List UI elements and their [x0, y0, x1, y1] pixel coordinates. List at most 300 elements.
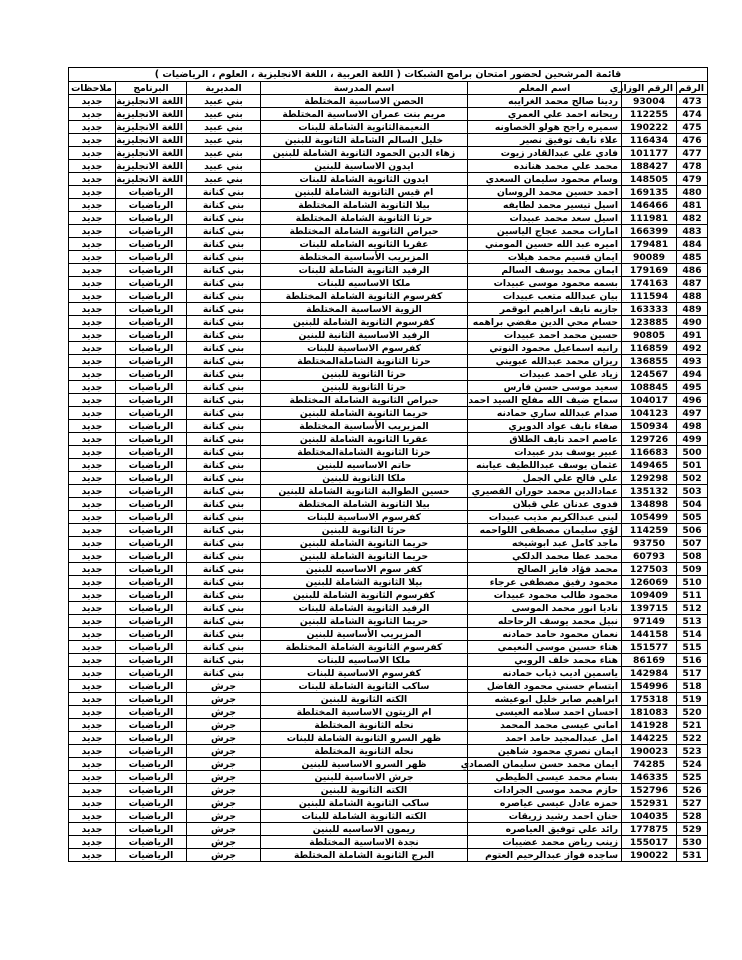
cell-school-name: حاتم الاساسيه للبنين	[261, 459, 468, 472]
cell-school-name: ام قيس الثانوية الشاملة للبنين	[261, 186, 468, 199]
cell-ministry-id: 126069	[622, 576, 677, 589]
cell-notes: جديد	[69, 719, 116, 732]
cell-ministry-id: 127503	[622, 563, 677, 576]
cell-directorate: جرش	[187, 784, 261, 797]
cell-school-name: الرفيد الاساسية الثانية للبنين	[261, 329, 468, 342]
cell-seq: 524	[677, 758, 708, 771]
table-row	[69, 264, 708, 277]
cell-school-name: كفرسوم الاساسية للبنات	[261, 511, 468, 524]
table-row	[69, 576, 708, 589]
table-row	[69, 459, 708, 472]
cell-directorate: جرش	[187, 732, 261, 745]
cell-school-name: جرش الاساسية للبنين	[261, 771, 468, 784]
cell-directorate: جرش	[187, 693, 261, 706]
cell-school-name: كفرسوم الثانوية الشاملة للبنين	[261, 589, 468, 602]
cell-ministry-id: 135132	[622, 485, 677, 498]
cell-seq: 495	[677, 381, 708, 394]
cell-seq: 502	[677, 472, 708, 485]
cell-school-name: نجدة الاساسية المختلطة	[261, 836, 468, 849]
header-program: البرنامج	[116, 82, 187, 95]
cell-seq: 485	[677, 251, 708, 264]
cell-program: الرياضيات	[116, 407, 187, 420]
table-row	[69, 212, 708, 225]
cell-ministry-id: 154996	[622, 680, 677, 693]
cell-ministry-id: 116859	[622, 342, 677, 355]
cell-program: الرياضيات	[116, 472, 187, 485]
cell-teacher-name: نبيل محمد يوسف الرحاحله	[468, 615, 622, 628]
header-seq: الرقم	[677, 82, 708, 95]
cell-teacher-name: اماني عيسى محمد المحمد	[468, 719, 622, 732]
table-row	[69, 745, 708, 758]
cell-program: اللغة الانجليزية	[116, 147, 187, 160]
cell-teacher-name: بسام محمد عيسى الطيطي	[468, 771, 622, 784]
table-row	[69, 511, 708, 524]
cell-program: الرياضيات	[116, 381, 187, 394]
cell-seq: 512	[677, 602, 708, 615]
cell-teacher-name: فادي علي عبدالقادر زيوت	[468, 147, 622, 160]
cell-teacher-name: عاصم احمد نايف الطلاق	[468, 433, 622, 446]
cell-school-name: مريم بنت عمران الاساسية المختلطة	[261, 108, 468, 121]
cell-directorate: بني كنانة	[187, 342, 261, 355]
cell-program: الرياضيات	[116, 238, 187, 251]
table-row	[69, 368, 708, 381]
cell-ministry-id: 188427	[622, 160, 677, 173]
cell-ministry-id: 60793	[622, 550, 677, 563]
cell-program: الرياضيات	[116, 654, 187, 667]
cell-ministry-id: 129726	[622, 433, 677, 446]
cell-seq: 504	[677, 498, 708, 511]
cell-directorate: بني كنانة	[187, 407, 261, 420]
table-row	[69, 836, 708, 849]
cell-notes: جديد	[69, 693, 116, 706]
table-row	[69, 654, 708, 667]
cell-notes: جديد	[69, 823, 116, 836]
cell-ministry-id: 149465	[622, 459, 677, 472]
cell-directorate: جرش	[187, 771, 261, 784]
cell-directorate: بني كنانة	[187, 459, 261, 472]
cell-program: الرياضيات	[116, 732, 187, 745]
cell-ministry-id: 116683	[622, 446, 677, 459]
table-row	[69, 550, 708, 563]
cell-ministry-id: 181083	[622, 706, 677, 719]
cell-seq: 527	[677, 797, 708, 810]
cell-seq: 528	[677, 810, 708, 823]
table-row	[69, 719, 708, 732]
table-row	[69, 706, 708, 719]
cell-seq: 497	[677, 407, 708, 420]
cell-program: الرياضيات	[116, 628, 187, 641]
table-row	[69, 446, 708, 459]
cell-school-name: الكته الثانوية الشاملة للبنات	[261, 810, 468, 823]
cell-seq: 487	[677, 277, 708, 290]
cell-program: الرياضيات	[116, 550, 187, 563]
cell-ministry-id: 90805	[622, 329, 677, 342]
cell-teacher-name: نعمان محمود حامد حمادنه	[468, 628, 622, 641]
cell-ministry-id: 124567	[622, 368, 677, 381]
cell-directorate: بني كنانة	[187, 303, 261, 316]
table-row	[69, 732, 708, 745]
cell-notes: جديد	[69, 446, 116, 459]
cell-school-name: حبراص الثانوية الشاملة المختلطة	[261, 394, 468, 407]
cell-school-name: خليل السالم الشاملة الثانوية للبنين	[261, 134, 468, 147]
cell-program: الرياضيات	[116, 667, 187, 680]
table-row	[69, 225, 708, 238]
cell-ministry-id: 123885	[622, 316, 677, 329]
cell-ministry-id: 152796	[622, 784, 677, 797]
cell-teacher-name: حسام محي الدين مفضي براهمه	[468, 316, 622, 329]
cell-notes: جديد	[69, 485, 116, 498]
cell-program: الرياضيات	[116, 511, 187, 524]
cell-teacher-name: احمد حسين محمد الروسان	[468, 186, 622, 199]
cell-school-name: ظهر السرو الاساسية للبنين	[261, 758, 468, 771]
cell-teacher-name: محمد علي محمد هنانده	[468, 160, 622, 173]
cell-school-name: الزوية الاساسية المختلطة	[261, 303, 468, 316]
cell-school-name: ملكا الثانوية للبنين	[261, 472, 468, 485]
cell-school-name: حرثا الثانوية الشاملةالمختلطة	[261, 355, 468, 368]
cell-directorate: بني كنانة	[187, 563, 261, 576]
cell-school-name: ايدون الثانوية الشاملة للبنات	[261, 173, 468, 186]
cell-notes: جديد	[69, 459, 116, 472]
cell-school-name: عقربا الثانوية الشاملة للبنين	[261, 433, 468, 446]
cell-ministry-id: 134898	[622, 498, 677, 511]
cell-teacher-name: ماجد كامل عبد ابوشيخه	[468, 537, 622, 550]
cell-teacher-name: امل عبدالمجيد حامد احمد	[468, 732, 622, 745]
cell-teacher-name: ريزان محمد عبدالله عبويني	[468, 355, 622, 368]
table-row	[69, 758, 708, 771]
cell-teacher-name: ردينا صالح محمد الغرايبه	[468, 95, 622, 108]
cell-school-name: حرثا الثانوية للبنين	[261, 524, 468, 537]
cell-notes: جديد	[69, 472, 116, 485]
cell-teacher-name: ايمان نصري محمود شاهين	[468, 745, 622, 758]
cell-program: الرياضيات	[116, 836, 187, 849]
cell-program: اللغة الانجليزية	[116, 95, 187, 108]
cell-program: الرياضيات	[116, 680, 187, 693]
table-row	[69, 342, 708, 355]
cell-directorate: بني عبيد	[187, 108, 261, 121]
cell-program: الرياضيات	[116, 498, 187, 511]
cell-directorate: بني كنانة	[187, 381, 261, 394]
cell-program: الرياضيات	[116, 264, 187, 277]
table-row	[69, 823, 708, 836]
cell-seq: 521	[677, 719, 708, 732]
cell-ministry-id: 129298	[622, 472, 677, 485]
table-title: قائمة المرشحين لحضور امتحان برامج الشبكات ( اللغة العربية ، اللغة الانجليزية ، العلوم ، الرياضيات )	[68, 67, 708, 81]
cell-notes: جديد	[69, 498, 116, 511]
cell-seq: 484	[677, 238, 708, 251]
table-row	[69, 381, 708, 394]
cell-seq: 501	[677, 459, 708, 472]
cell-directorate: جرش	[187, 797, 261, 810]
cell-seq: 517	[677, 667, 708, 680]
cell-school-name: ايدون الاساسية للبنين	[261, 160, 468, 173]
cell-notes: جديد	[69, 576, 116, 589]
cell-school-name: الكته الثانوية للبنين	[261, 693, 468, 706]
cell-directorate: بني كنانة	[187, 524, 261, 537]
cell-notes: جديد	[69, 771, 116, 784]
cell-directorate: بني كنانة	[187, 199, 261, 212]
cell-teacher-name: اسيل سعد محمد عبيدات	[468, 212, 622, 225]
cell-ministry-id: 190222	[622, 121, 677, 134]
cell-program: الرياضيات	[116, 199, 187, 212]
cell-directorate: بني كنانة	[187, 472, 261, 485]
cell-teacher-name: ايمان محمد حسن سليمان الصمادي	[468, 758, 622, 771]
cell-ministry-id: 144225	[622, 732, 677, 745]
cell-seq: 496	[677, 394, 708, 407]
cell-seq: 477	[677, 147, 708, 160]
cell-seq: 474	[677, 108, 708, 121]
cell-seq: 482	[677, 212, 708, 225]
table-row	[69, 329, 708, 342]
cell-teacher-name: بيان عبدالله متعب عبيدات	[468, 290, 622, 303]
cell-school-name: المزيريب الأساسية للبنين	[261, 628, 468, 641]
cell-ministry-id: 166399	[622, 225, 677, 238]
table-row	[69, 251, 708, 264]
cell-notes: جديد	[69, 784, 116, 797]
cell-school-name: حريما الثانوية الشاملة للبنين	[261, 550, 468, 563]
cell-ministry-id: 90089	[622, 251, 677, 264]
cell-ministry-id: 151577	[622, 641, 677, 654]
cell-school-name: حرثا الثانوية الشاملةالمختلطة	[261, 446, 468, 459]
cell-directorate: جرش	[187, 849, 261, 862]
table-row	[69, 108, 708, 121]
cell-seq: 506	[677, 524, 708, 537]
cell-seq: 510	[677, 576, 708, 589]
cell-ministry-id: 174163	[622, 277, 677, 290]
cell-teacher-name: بسمه محمود موسى عبيدات	[468, 277, 622, 290]
cell-ministry-id: 179169	[622, 264, 677, 277]
table-row	[69, 277, 708, 290]
cell-teacher-name: حسين محمد احمد عبيدات	[468, 329, 622, 342]
cell-program: الرياضيات	[116, 797, 187, 810]
cell-seq: 513	[677, 615, 708, 628]
cell-program: الرياضيات	[116, 823, 187, 836]
cell-directorate: جرش	[187, 719, 261, 732]
table-row	[69, 589, 708, 602]
cell-directorate: بني كنانة	[187, 355, 261, 368]
cell-notes: جديد	[69, 758, 116, 771]
cell-program: اللغة الانجليزية	[116, 108, 187, 121]
cell-program: الرياضيات	[116, 745, 187, 758]
cell-school-name: ظهر السرو الثانوية الشاملة للبنات	[261, 732, 468, 745]
cell-teacher-name: ريحانه احمد علي العمري	[468, 108, 622, 121]
cell-teacher-name: سميره راجح هولو الخصاونه	[468, 121, 622, 134]
cell-school-name: حرثا الثانوية للبنين	[261, 368, 468, 381]
cell-school-name: حريما الثانوية الشاملة للبنين	[261, 407, 468, 420]
cell-notes: جديد	[69, 381, 116, 394]
cell-seq: 511	[677, 589, 708, 602]
cell-program: الرياضيات	[116, 537, 187, 550]
cell-seq: 481	[677, 199, 708, 212]
table-row	[69, 797, 708, 810]
cell-teacher-name: صدام عبدالله ساري حمادنه	[468, 407, 622, 420]
cell-seq: 520	[677, 706, 708, 719]
cell-teacher-name: احسان احمد سلامه العيسى	[468, 706, 622, 719]
cell-directorate: بني كنانة	[187, 446, 261, 459]
cell-school-name: نحله الثانوية المختلطة	[261, 745, 468, 758]
header-row	[69, 82, 708, 95]
cell-ministry-id: 146335	[622, 771, 677, 784]
cell-seq: 505	[677, 511, 708, 524]
cell-teacher-name: عثمان يوسف عبداللطيف عيابنه	[468, 459, 622, 472]
cell-school-name: حريما الثانوية الشاملة للبنين	[261, 615, 468, 628]
cell-directorate: بني كنانة	[187, 628, 261, 641]
cell-notes: جديد	[69, 420, 116, 433]
table-row	[69, 303, 708, 316]
cell-seq: 508	[677, 550, 708, 563]
cell-seq: 526	[677, 784, 708, 797]
cell-directorate: بني عبيد	[187, 95, 261, 108]
cell-directorate: بني كنانة	[187, 251, 261, 264]
cell-seq: 509	[677, 563, 708, 576]
cell-teacher-name: سعيد موسى حسن فارس	[468, 381, 622, 394]
cell-ministry-id: 108845	[622, 381, 677, 394]
cell-teacher-name: علي فالح علي الجمل	[468, 472, 622, 485]
header-directorate: المديرية	[187, 82, 261, 95]
cell-teacher-name: محمود رفيق مصطفى عرجاء	[468, 576, 622, 589]
cell-ministry-id: 144158	[622, 628, 677, 641]
cell-teacher-name: علاء نايف توفيق نصير	[468, 134, 622, 147]
cell-ministry-id: 163333	[622, 303, 677, 316]
cell-seq: 519	[677, 693, 708, 706]
cell-ministry-id: 190022	[622, 849, 677, 862]
cell-notes: جديد	[69, 173, 116, 186]
cell-teacher-name: جازيه نايف ابراهيم ابوقمر	[468, 303, 622, 316]
cell-directorate: بني كنانة	[187, 186, 261, 199]
cell-school-name: الرفيد الثانوية الشاملة للبنات	[261, 602, 468, 615]
cell-teacher-name: زياد علي احمد عبيدات	[468, 368, 622, 381]
cell-seq: 480	[677, 186, 708, 199]
cell-directorate: بني كنانة	[187, 433, 261, 446]
cell-notes: جديد	[69, 212, 116, 225]
table-row	[69, 147, 708, 160]
cell-directorate: جرش	[187, 758, 261, 771]
cell-program: الرياضيات	[116, 394, 187, 407]
cell-seq: 476	[677, 134, 708, 147]
table-row	[69, 420, 708, 433]
cell-seq: 507	[677, 537, 708, 550]
table-row	[69, 290, 708, 303]
cell-ministry-id: 93004	[622, 95, 677, 108]
cell-school-name: بيلا الثانوية الشاملة للبنين	[261, 576, 468, 589]
cell-school-name: كفر سوم الاساسيه للبنين	[261, 563, 468, 576]
cell-program: الرياضيات	[116, 433, 187, 446]
table-row	[69, 628, 708, 641]
cell-ministry-id: 136855	[622, 355, 677, 368]
cell-seq: 531	[677, 849, 708, 862]
cell-notes: جديد	[69, 329, 116, 342]
cell-notes: جديد	[69, 589, 116, 602]
cell-teacher-name: محمد عطا محمد الدلكي	[468, 550, 622, 563]
cell-seq: 490	[677, 316, 708, 329]
cell-seq: 515	[677, 641, 708, 654]
cell-seq: 494	[677, 368, 708, 381]
cell-directorate: بني كنانة	[187, 394, 261, 407]
table-row	[69, 238, 708, 251]
cell-teacher-name: ابتسام حسني محمود الفاضل	[468, 680, 622, 693]
table-row	[69, 771, 708, 784]
cell-notes: جديد	[69, 186, 116, 199]
cell-teacher-name: هناء محمد خلف الروبي	[468, 654, 622, 667]
cell-notes: جديد	[69, 251, 116, 264]
cell-school-name: حرثا الثانوية الشاملة المختلطة	[261, 212, 468, 225]
candidates-table	[68, 67, 708, 862]
cell-teacher-name: حمزه عادل عيسى عياصره	[468, 797, 622, 810]
cell-program: الرياضيات	[116, 277, 187, 290]
cell-directorate: بني كنانة	[187, 550, 261, 563]
cell-school-name: كفرسوم الاساسية للبنات	[261, 667, 468, 680]
cell-school-name: ساكب الثانوية الشاملة للبنين	[261, 797, 468, 810]
cell-directorate: بني كنانة	[187, 498, 261, 511]
cell-notes: جديد	[69, 134, 116, 147]
cell-teacher-name: ايمان قسيم محمد هيلات	[468, 251, 622, 264]
cell-notes: جديد	[69, 680, 116, 693]
cell-school-name: المزيريب الأساسية المختلطة	[261, 420, 468, 433]
cell-ministry-id: 139715	[622, 602, 677, 615]
table-row	[69, 524, 708, 537]
table-row	[69, 160, 708, 173]
cell-school-name: عقربا الثانويه الشامله للبنات	[261, 238, 468, 251]
cell-program: الرياضيات	[116, 342, 187, 355]
table-row	[69, 121, 708, 134]
cell-program: الرياضيات	[116, 459, 187, 472]
cell-seq: 514	[677, 628, 708, 641]
cell-school-name: ريمون الاساسيه للبنين	[261, 823, 468, 836]
cell-teacher-name: زينب رياض محمد عضيبات	[468, 836, 622, 849]
cell-school-name: كفرسوم الثانوية الشاملة المختلطة	[261, 290, 468, 303]
cell-program: الرياضيات	[116, 290, 187, 303]
cell-school-name: ساكب الثانوية الشاملة للبنات	[261, 680, 468, 693]
cell-notes: جديد	[69, 225, 116, 238]
table-row	[69, 134, 708, 147]
header-ministry-id: الرقم الوزاري	[622, 82, 677, 95]
cell-notes: جديد	[69, 745, 116, 758]
cell-teacher-name: ايمان محمد يوسف السالم	[468, 264, 622, 277]
cell-ministry-id: 177875	[622, 823, 677, 836]
cell-program: الرياضيات	[116, 719, 187, 732]
cell-program: الرياضيات	[116, 693, 187, 706]
cell-directorate: بني كنانة	[187, 420, 261, 433]
cell-notes: جديد	[69, 290, 116, 303]
table-row	[69, 199, 708, 212]
table-row	[69, 407, 708, 420]
cell-teacher-name: اسيل تيسير محمد لطايفه	[468, 199, 622, 212]
cell-ministry-id: 86169	[622, 654, 677, 667]
cell-teacher-name: عبير يوسف بدر عبيدات	[468, 446, 622, 459]
cell-teacher-name: وسام محمود سليمان السعدي	[468, 173, 622, 186]
cell-school-name: الكته الثانوية للبنين	[261, 784, 468, 797]
cell-school-name: حبراص الثانوية الشاملة المختلطة	[261, 225, 468, 238]
table-row	[69, 394, 708, 407]
cell-ministry-id: 74285	[622, 758, 677, 771]
table-header	[69, 82, 708, 95]
table-row	[69, 602, 708, 615]
cell-ministry-id: 101177	[622, 147, 677, 160]
cell-ministry-id: 179481	[622, 238, 677, 251]
cell-program: الرياضيات	[116, 316, 187, 329]
cell-ministry-id: 190023	[622, 745, 677, 758]
cell-teacher-name: اميره عبد الله حسين المومني	[468, 238, 622, 251]
cell-school-name: كفرسوم الثانوية الشاملة المختلطة	[261, 641, 468, 654]
cell-program: الرياضيات	[116, 615, 187, 628]
cell-teacher-name: فدوى عدنان علي قبلان	[468, 498, 622, 511]
cell-seq: 483	[677, 225, 708, 238]
cell-teacher-name: ساجده فواز عبدالرحيم العتوم	[468, 849, 622, 862]
cell-notes: جديد	[69, 342, 116, 355]
cell-program: الرياضيات	[116, 446, 187, 459]
cell-notes: جديد	[69, 810, 116, 823]
table-row	[69, 849, 708, 862]
cell-school-name: حرثا الثانوية للبنين	[261, 381, 468, 394]
